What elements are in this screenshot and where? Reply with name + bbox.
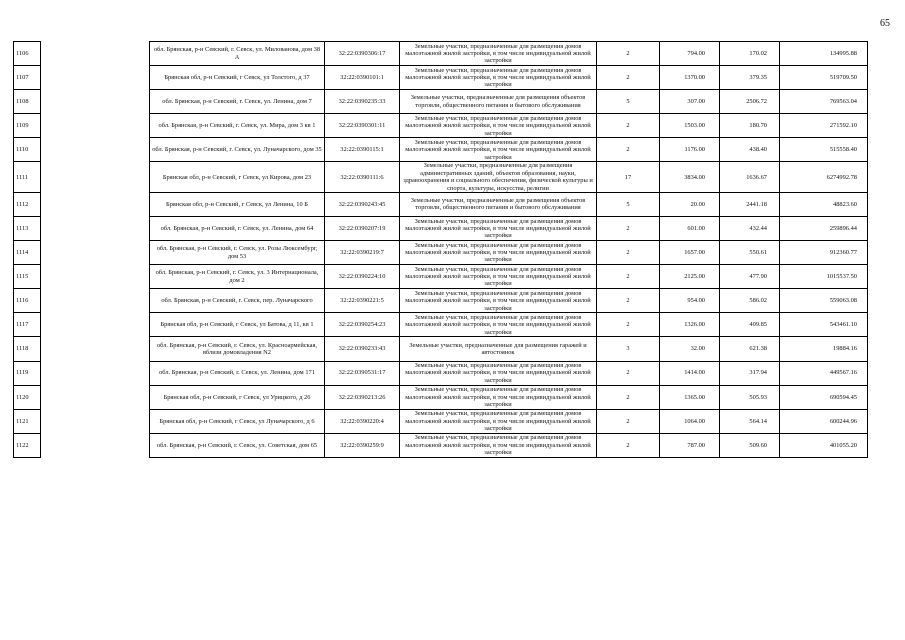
area-cell: 1503.00 [660, 114, 720, 138]
specific-value-cell: 509.60 [720, 433, 780, 457]
area-cell: 787.00 [660, 433, 720, 457]
area-cell: 1176.00 [660, 138, 720, 162]
group-cell: 2 [597, 385, 660, 409]
address-cell: обл. Брянская, р-н Севский, г. Севск, ул. Ленина, дом 7 [150, 90, 325, 114]
specific-value-cell: 438.40 [720, 138, 780, 162]
address-cell: обл. Брянская, р-н Севский, г. Севск, ул. Луначарского, дом 35 [150, 138, 325, 162]
cadastral-number-cell: 32:22:0390224:10 [325, 265, 400, 289]
group-cell: 2 [597, 409, 660, 433]
cadastral-number-cell: 32:22:0390301:11 [325, 114, 400, 138]
table-row [14, 138, 868, 162]
area-cell: 794.00 [660, 42, 720, 66]
cadastral-number-cell: 32:22:0390235:33 [325, 90, 400, 114]
address-cell: обл. Брянская, р-н Севский, г. Севск, ул. 3 Интернационала, дом 2 [150, 265, 325, 289]
area-cell: 2125.00 [660, 265, 720, 289]
cadastral-value-cell: 515558.40 [780, 138, 868, 162]
address-cell: обл. Брянская, р-н Севский, г. Севск, ул. Розы Люксембург, дом 53 [150, 241, 325, 265]
specific-value-cell: 550.61 [720, 241, 780, 265]
cadastral-value-cell: 134995.88 [780, 42, 868, 66]
cadastral-value-cell: 48823.60 [780, 192, 868, 216]
specific-value-cell: 170.02 [720, 42, 780, 66]
spacer-cell [41, 90, 150, 114]
land-use-cell: Земельные участки, предназначенные для размещения объектов торговли, общественного питания и бытового обслуживания [400, 192, 597, 216]
table-row [14, 90, 868, 114]
specific-value-cell: 180.70 [720, 114, 780, 138]
cadastral-number-cell: 32:22:0390233:43 [325, 337, 400, 361]
group-cell: 2 [597, 265, 660, 289]
specific-value-cell: 505.93 [720, 385, 780, 409]
row-number: 1117 [14, 313, 41, 337]
specific-value-cell: 564.14 [720, 409, 780, 433]
spacer-cell [41, 241, 150, 265]
area-cell: 20.00 [660, 192, 720, 216]
address-cell: обл. Брянская, р-н Севский, г. Севск, ул. Мира, дом 3 кв 1 [150, 114, 325, 138]
spacer-cell [41, 433, 150, 457]
land-use-cell: Земельные участки, предназначенные для размещения домов малоэтажной жилой застройки, в том числе индивидуальной жилой застройки [400, 385, 597, 409]
land-use-cell: Земельные участки, предназначенные для размещения гаражей и автостоянок [400, 337, 597, 361]
address-cell: обл. Брянская, р-н Севский, г. Севск, пер. Луначарского [150, 289, 325, 313]
area-cell: 601.00 [660, 217, 720, 241]
spacer-cell [41, 265, 150, 289]
area-cell: 3834.00 [660, 162, 720, 192]
land-use-cell: Земельные участки, предназначенные для размещения домов малоэтажной жилой застройки, в том числе индивидуальной жилой застройки [400, 433, 597, 457]
specific-value-cell: 379.35 [720, 66, 780, 90]
land-use-cell: Земельные участки, предназначенные для размещения домов малоэтажной жилой застройки, в том числе индивидуальной жилой застройки [400, 217, 597, 241]
land-use-cell: Земельные участки, предназначенные для размещения домов малоэтажной жилой застройки, в том числе индивидуальной жилой застройки [400, 66, 597, 90]
row-number: 1113 [14, 217, 41, 241]
land-use-cell: Земельные участки, предназначенные для размещения домов малоэтажной жилой застройки, в том числе индивидуальной жилой застройки [400, 289, 597, 313]
table-row [14, 385, 868, 409]
row-number: 1119 [14, 361, 41, 385]
row-number: 1122 [14, 433, 41, 457]
row-number: 1115 [14, 265, 41, 289]
specific-value-cell: 2506.72 [720, 90, 780, 114]
address-cell: обл. Брянская, р-н Севский, г. Севск, ул. Ленина, дом 64 [150, 217, 325, 241]
address-cell: Брянская обл, р-н Севский, г Севск, ул Ленина, 10 Б [150, 192, 325, 216]
group-cell: 17 [597, 162, 660, 192]
cadastral-value-cell: 690594.45 [780, 385, 868, 409]
group-cell: 2 [597, 138, 660, 162]
address-cell: Брянская обл, р-н Севский, г Севск, ул Урицкого, д 26 [150, 385, 325, 409]
land-use-cell: Земельные участки, предназначенные для размещения домов малоэтажной жилой застройки, в том числе индивидуальной жилой застройки [400, 409, 597, 433]
row-number: 1114 [14, 241, 41, 265]
spacer-cell [41, 361, 150, 385]
area-cell: 1370.00 [660, 66, 720, 90]
table-row [14, 313, 868, 337]
table-row [14, 409, 868, 433]
area-cell: 32.00 [660, 337, 720, 361]
spacer-cell [41, 42, 150, 66]
cadastral-value-cell: 401055.20 [780, 433, 868, 457]
group-cell: 2 [597, 114, 660, 138]
cadastral-value-cell: 449567.16 [780, 361, 868, 385]
specific-value-cell: 432.44 [720, 217, 780, 241]
cadastral-value-cell: 769563.04 [780, 90, 868, 114]
row-number: 1106 [14, 42, 41, 66]
land-use-cell: Земельные участки, предназначенные для размещения домов малоэтажной жилой застройки, в том числе индивидуальной жилой застройки [400, 114, 597, 138]
group-cell: 3 [597, 337, 660, 361]
area-cell: 1064.00 [660, 409, 720, 433]
table-row [14, 241, 868, 265]
row-number: 1121 [14, 409, 41, 433]
table-row [14, 42, 868, 66]
row-number: 1112 [14, 192, 41, 216]
table-row [14, 361, 868, 385]
cadastral-number-cell: 32:22:0390259:9 [325, 433, 400, 457]
table-row [14, 289, 868, 313]
cadastral-value-table [13, 41, 868, 458]
spacer-cell [41, 409, 150, 433]
area-cell: 954.00 [660, 289, 720, 313]
cadastral-number-cell: 32:22:0390213:26 [325, 385, 400, 409]
address-cell: Брянская обл, р-н Севский, г Севск, ул Толстого, д 37 [150, 66, 325, 90]
spacer-cell [41, 138, 150, 162]
cadastral-number-cell: 32:22:0390101:1 [325, 66, 400, 90]
spacer-cell [41, 385, 150, 409]
cadastral-value-cell: 259896.44 [780, 217, 868, 241]
specific-value-cell: 586.02 [720, 289, 780, 313]
row-number: 1118 [14, 337, 41, 361]
group-cell: 2 [597, 66, 660, 90]
group-cell: 2 [597, 217, 660, 241]
land-use-cell: Земельные участки, предназначенные для размещения объектов торговли, общественного питания и бытового обслуживания [400, 90, 597, 114]
specific-value-cell: 409.85 [720, 313, 780, 337]
address-cell: обл. Брянская, р-н Севский, г. Севск, ул. Красноармейская, вблизи домовладения N2 [150, 337, 325, 361]
specific-value-cell: 317.94 [720, 361, 780, 385]
area-cell: 1326.00 [660, 313, 720, 337]
specific-value-cell: 621.38 [720, 337, 780, 361]
spacer-cell [41, 337, 150, 361]
cadastral-value-cell: 559063.08 [780, 289, 868, 313]
spacer-cell [41, 289, 150, 313]
cadastral-value-cell: 912360.77 [780, 241, 868, 265]
address-cell: обл. Брянская, р-н Севский, г. Севск, ул. Советская, дом 65 [150, 433, 325, 457]
group-cell: 2 [597, 42, 660, 66]
row-number: 1120 [14, 385, 41, 409]
table-row [14, 265, 868, 289]
spacer-cell [41, 217, 150, 241]
cadastral-number-cell: 32:22:0390221:5 [325, 289, 400, 313]
cadastral-number-cell: 32:22:0390306:17 [325, 42, 400, 66]
address-cell: обл. Брянская, р-н Севский, г. Севск, ул. Милованова, дом 38 А [150, 42, 325, 66]
group-cell: 2 [597, 361, 660, 385]
address-cell: Брянская обл, р-н Севский, г Севск, ул Батова, д 11, кв 1 [150, 313, 325, 337]
spacer-cell [41, 192, 150, 216]
spacer-cell [41, 66, 150, 90]
table-row [14, 66, 868, 90]
row-number: 1116 [14, 289, 41, 313]
row-number: 1110 [14, 138, 41, 162]
cadastral-value-cell: 519709.50 [780, 66, 868, 90]
land-use-cell: Земельные участки, предназначенные для размещения домов малоэтажной жилой застройки, в том числе индивидуальной жилой застройки [400, 138, 597, 162]
cadastral-number-cell: 32:22:0390111:6 [325, 162, 400, 192]
cadastral-value-cell: 1015537.50 [780, 265, 868, 289]
land-use-cell: Земельные участки, предназначенные для размещения домов малоэтажной жилой застройки, в том числе индивидуальной жилой застройки [400, 361, 597, 385]
cadastral-value-cell: 271592.10 [780, 114, 868, 138]
area-cell: 1365.00 [660, 385, 720, 409]
table-row [14, 114, 868, 138]
cadastral-number-cell: 32:22:0390115:1 [325, 138, 400, 162]
group-cell: 2 [597, 241, 660, 265]
specific-value-cell: 477.90 [720, 265, 780, 289]
cadastral-number-cell: 32:22:0390254:23 [325, 313, 400, 337]
group-cell: 2 [597, 289, 660, 313]
cadastral-number-cell: 32:22:0390219:7 [325, 241, 400, 265]
group-cell: 2 [597, 433, 660, 457]
spacer-cell [41, 162, 150, 192]
cadastral-number-cell: 32:22:0390220:4 [325, 409, 400, 433]
specific-value-cell: 2441.18 [720, 192, 780, 216]
spacer-cell [41, 313, 150, 337]
table-row [14, 433, 868, 457]
cadastral-number-cell: 32:22:0390207:19 [325, 217, 400, 241]
cadastral-value-cell: 6274992.78 [780, 162, 868, 192]
spacer-cell [41, 114, 150, 138]
row-number: 1111 [14, 162, 41, 192]
row-number: 1108 [14, 90, 41, 114]
row-number: 1107 [14, 66, 41, 90]
area-cell: 307.00 [660, 90, 720, 114]
row-number: 1109 [14, 114, 41, 138]
cadastral-number-cell: 32:22:0390531:17 [325, 361, 400, 385]
cadastral-value-cell: 600244.96 [780, 409, 868, 433]
area-cell: 1657.00 [660, 241, 720, 265]
land-use-cell: Земельные участки, предназначенные для размещения домов малоэтажной жилой застройки, в том числе индивидуальной жилой застройки [400, 241, 597, 265]
page-number: 65 [880, 18, 890, 29]
land-use-cell: Земельные участки, предназначенные для размещения домов малоэтажной жилой застройки, в том числе индивидуальной жилой застройки [400, 42, 597, 66]
group-cell: 2 [597, 313, 660, 337]
area-cell: 1414.00 [660, 361, 720, 385]
land-use-cell: Земельные участки, предназначенные для размещения домов малоэтажной жилой застройки, в том числе индивидуальной жилой застройки [400, 313, 597, 337]
group-cell: 5 [597, 90, 660, 114]
cadastral-number-cell: 32:22:0390243:45 [325, 192, 400, 216]
address-cell: Брянская обл, р-н Севский, г Севск, ул Кирова, дом 23 [150, 162, 325, 192]
table-row [14, 192, 868, 216]
group-cell: 5 [597, 192, 660, 216]
table-row [14, 217, 868, 241]
address-cell: Брянская обл, р-н Севский, г Севск, ул Луначарского, д 6 [150, 409, 325, 433]
specific-value-cell: 1636.67 [720, 162, 780, 192]
land-use-cell: Земельные участки, предназначенные для размещения домов малоэтажной жилой застройки, в том числе индивидуальной жилой застройки [400, 265, 597, 289]
cadastral-value-cell: 543461.10 [780, 313, 868, 337]
cadastral-value-cell: 19884.16 [780, 337, 868, 361]
land-use-cell: Земельные участки, предназначенные для размещения административных зданий, объектов образования, науки, здравоохранения и социального обеспечения, физической культуры и спорта, культуры, искусства, религии [400, 162, 597, 192]
address-cell: обл. Брянская, р-н Севский, г. Севск, ул. Ленина, дом 171 [150, 361, 325, 385]
table-row [14, 162, 868, 192]
table-row [14, 337, 868, 361]
